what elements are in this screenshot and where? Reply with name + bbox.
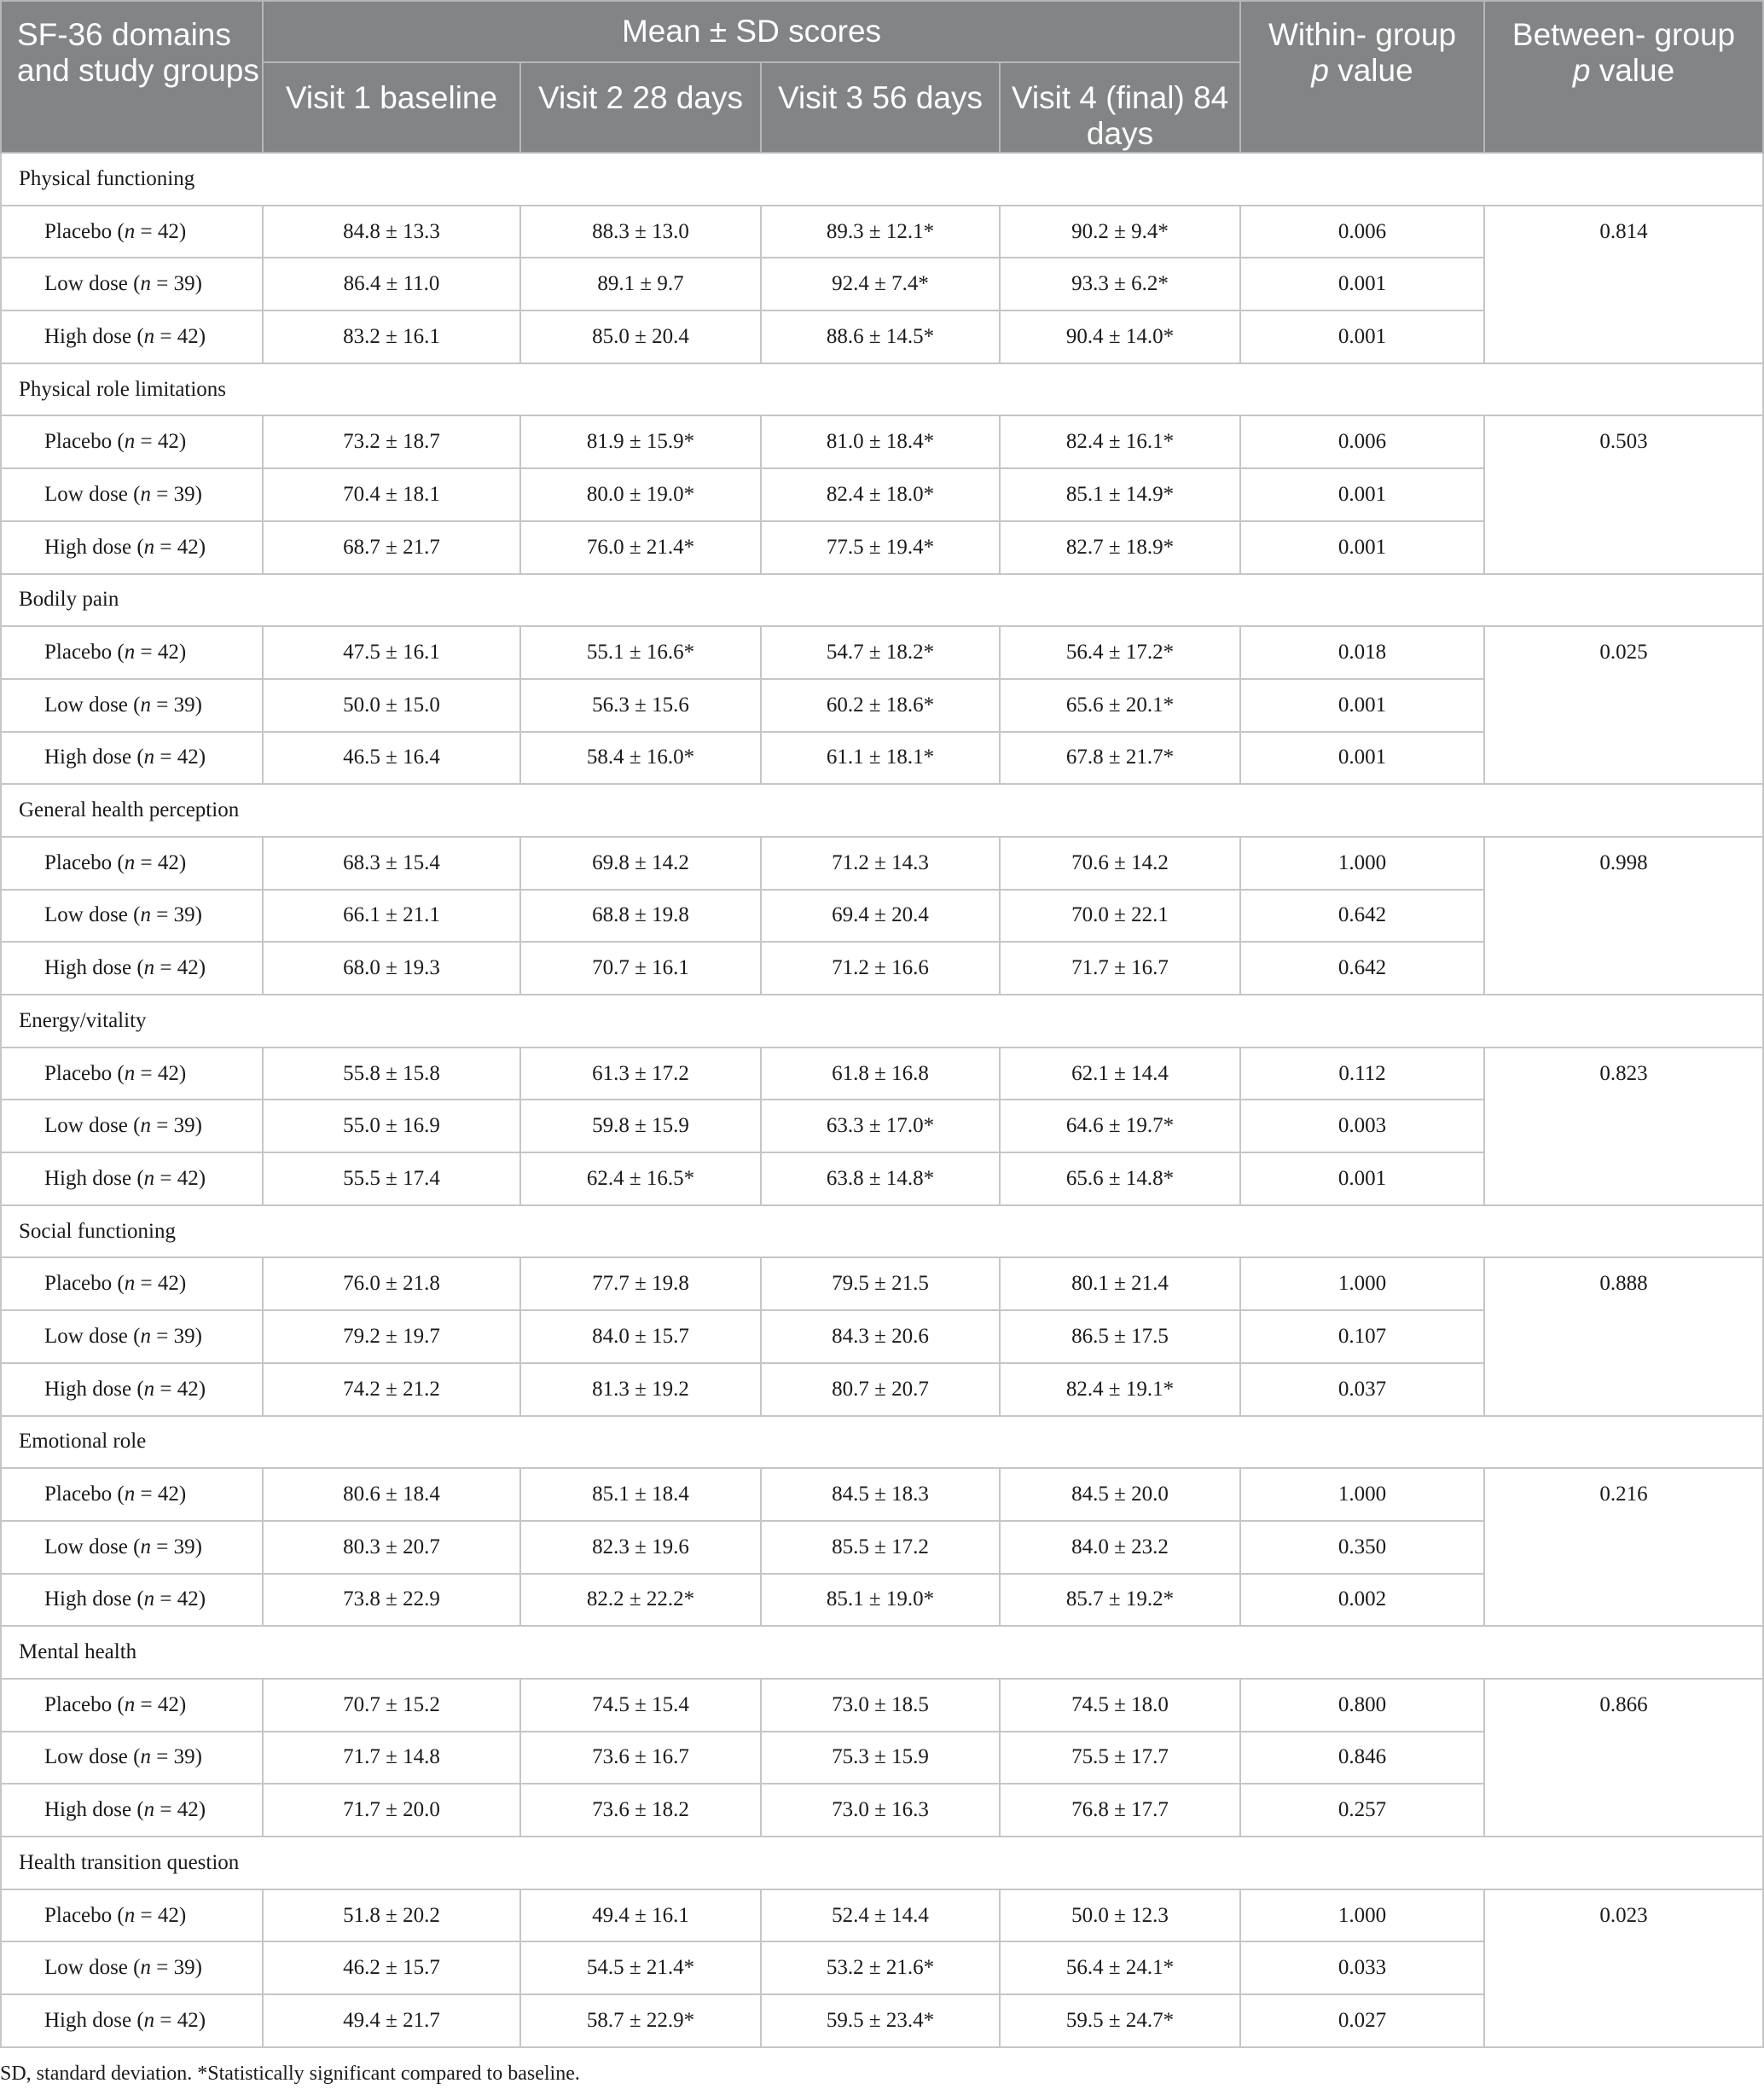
p-letter: p (1572, 53, 1591, 88)
within-group-p-value: 0.002 (1240, 1574, 1484, 1627)
group-name: High dose (44, 746, 132, 769)
visit-2-value: 69.8 ± 14.2 (520, 837, 761, 890)
domain-header-row (1, 363, 1763, 416)
n-symbol: n (140, 272, 151, 296)
group-name: High dose (44, 535, 132, 559)
n-symbol: n (143, 1377, 155, 1401)
n-symbol: n (140, 903, 151, 927)
visit-4-value: 93.3 ± 6.2* (1000, 258, 1240, 310)
visit-2-value: 55.1 ± 16.6* (520, 626, 761, 679)
table-row (1, 1468, 1763, 1521)
group-n: 39 (173, 1745, 195, 1769)
header-visit-2: Visit 2 28 days (520, 62, 761, 153)
group-name: High dose (44, 956, 132, 980)
group-label: High dose (n = 42) (1, 521, 263, 574)
within-group-p-value: 0.350 (1240, 1521, 1484, 1574)
visit-1-value: 74.2 ± 21.2 (263, 1363, 520, 1416)
group-name: Low dose (44, 1114, 128, 1138)
n-symbol: n (124, 1483, 136, 1506)
visit-4-value: 50.0 ± 12.3 (1000, 1889, 1240, 1942)
group-name: Low dose (44, 482, 128, 506)
visit-1-value: 51.8 ± 20.2 (263, 1889, 520, 1942)
visit-2-value: 80.0 ± 19.0* (520, 468, 761, 521)
visit-2-value: 82.2 ± 22.2* (520, 1574, 761, 1627)
visit-3-value: 75.3 ± 15.9 (761, 1732, 1000, 1785)
within-group-label: Within- group (1268, 17, 1457, 52)
visit-1-value: 80.3 ± 20.7 (263, 1521, 520, 1574)
group-name: High dose (44, 2008, 132, 2032)
group-name: Placebo (44, 1061, 113, 1085)
within-group-p-value: 0.001 (1240, 468, 1484, 521)
group-label: Low dose (n = 39) (1, 679, 263, 732)
table-row (1, 206, 1763, 258)
within-group-p-value: 0.846 (1240, 1732, 1484, 1785)
n-symbol: n (124, 850, 136, 874)
n-symbol: n (143, 956, 155, 980)
n-symbol: n (140, 1535, 151, 1558)
visit-4-value: 71.7 ± 16.7 (1000, 942, 1240, 995)
visit-2-value: 74.5 ± 15.4 (520, 1679, 761, 1732)
group-name: Placebo (44, 1692, 113, 1716)
visit-1-value: 46.5 ± 16.4 (263, 732, 520, 785)
domain-name: Physical functioning (1, 153, 1763, 206)
group-label: Low dose (n = 39) (1, 1100, 263, 1152)
table-footnote: SD, standard deviation. *Statistically significant compared to baseline. (0, 2063, 580, 2085)
domain-name: Physical role limitations (1, 363, 1763, 416)
group-n: 39 (173, 693, 195, 717)
domain-name: General health perception (1, 784, 1763, 837)
within-group-p-value: 0.001 (1240, 258, 1484, 310)
group-n: 39 (173, 272, 195, 296)
visit-1-value: 76.0 ± 21.8 (263, 1257, 520, 1310)
group-label: High dose (n = 42) (1, 1994, 263, 2047)
group-label: Placebo (n = 42) (1, 1048, 263, 1100)
within-group-p-value: 0.001 (1240, 1152, 1484, 1205)
table-row (1, 1257, 1763, 1310)
within-group-p-value: 0.037 (1240, 1363, 1484, 1416)
visit-2-value: 61.3 ± 17.2 (520, 1048, 761, 1100)
visit-3-value: 92.4 ± 7.4* (761, 258, 1000, 310)
n-symbol: n (140, 1324, 151, 1348)
group-n: 42 (177, 1587, 199, 1611)
visit-1-value: 80.6 ± 18.4 (263, 1468, 520, 1521)
table-row (1, 626, 1763, 679)
domain-header-row (1, 1837, 1763, 1889)
visit-4-value: 82.4 ± 19.1* (1000, 1363, 1240, 1416)
n-symbol: n (124, 1903, 136, 1927)
group-n: 42 (177, 535, 199, 559)
group-n: 42 (157, 1061, 179, 1085)
domain-name: Bodily pain (1, 574, 1763, 627)
between-group-p-value: 0.503 (1484, 415, 1763, 573)
visit-3-value: 84.5 ± 18.3 (761, 1468, 1000, 1521)
visit-4-value: 84.0 ± 23.2 (1000, 1521, 1240, 1574)
visit-4-value: 64.6 ± 19.7* (1000, 1100, 1240, 1152)
within-group-p-value: 0.006 (1240, 206, 1484, 258)
header-within-group-p (1240, 1, 1484, 153)
group-n: 42 (157, 430, 179, 454)
n-symbol: n (143, 1798, 155, 1822)
visit-3-value: 85.1 ± 19.0* (761, 1574, 1000, 1627)
within-group-p-value: 0.001 (1240, 310, 1484, 363)
group-n: 42 (177, 324, 199, 348)
group-name: Placebo (44, 430, 113, 454)
group-name: Low dose (44, 1745, 128, 1769)
group-label: High dose (n = 42) (1, 310, 263, 363)
visit-4-value: 82.4 ± 16.1* (1000, 415, 1240, 468)
visit-4-value: 74.5 ± 18.0 (1000, 1679, 1240, 1732)
group-label: Placebo (n = 42) (1, 837, 263, 890)
visit-1-value: 55.5 ± 17.4 (263, 1152, 520, 1205)
visit-1-value: 50.0 ± 15.0 (263, 679, 520, 732)
n-symbol: n (143, 324, 155, 348)
visit-4-value: 85.1 ± 14.9* (1000, 468, 1240, 521)
visit-1-value: 68.3 ± 15.4 (263, 837, 520, 890)
visit-1-value: 73.2 ± 18.7 (263, 415, 520, 468)
p-letter: p (1311, 53, 1329, 88)
group-n: 42 (177, 956, 199, 980)
table-header (1, 1, 1763, 153)
within-group-p-value: 1.000 (1240, 1889, 1484, 1942)
domain-header-row (1, 995, 1763, 1048)
group-name: Placebo (44, 219, 113, 243)
table-row (1, 837, 1763, 890)
visit-1-value: 86.4 ± 11.0 (263, 258, 520, 310)
within-group-p-value: 1.000 (1240, 1257, 1484, 1310)
visit-4-value: 85.7 ± 19.2* (1000, 1574, 1240, 1627)
within-group-p-value: 0.107 (1240, 1310, 1484, 1363)
n-symbol: n (140, 1114, 151, 1138)
n-symbol: n (124, 219, 136, 243)
within-group-p-value: 0.642 (1240, 890, 1484, 943)
visit-1-value: 68.7 ± 21.7 (263, 521, 520, 574)
visit-2-value: 76.0 ± 21.4* (520, 521, 761, 574)
visit-4-value: 62.1 ± 14.4 (1000, 1048, 1240, 1100)
visit-1-value: 79.2 ± 19.7 (263, 1310, 520, 1363)
table-row (1, 1048, 1763, 1100)
group-name: Low dose (44, 903, 128, 927)
visit-4-value: 59.5 ± 24.7* (1000, 1994, 1240, 2047)
group-name: Low dose (44, 272, 128, 296)
group-label: Low dose (n = 39) (1, 468, 263, 521)
group-label: Low dose (n = 39) (1, 258, 263, 310)
n-symbol: n (143, 746, 155, 769)
group-label: Low dose (n = 39) (1, 1310, 263, 1363)
group-n: 39 (173, 1535, 195, 1558)
visit-3-value: 85.5 ± 17.2 (761, 1521, 1000, 1574)
group-name: Placebo (44, 1483, 113, 1506)
visit-3-value: 63.3 ± 17.0* (761, 1100, 1000, 1152)
visit-1-value: 49.4 ± 21.7 (263, 1994, 520, 2047)
group-label: Placebo (n = 42) (1, 626, 263, 679)
visit-3-value: 52.4 ± 14.4 (761, 1889, 1000, 1942)
header-visit-3: Visit 3 56 days (761, 62, 1000, 153)
n-symbol: n (143, 535, 155, 559)
visit-4-value: 90.2 ± 9.4* (1000, 206, 1240, 258)
group-name: Placebo (44, 1272, 113, 1296)
visit-1-value: 84.8 ± 13.3 (263, 206, 520, 258)
group-n: 39 (173, 1114, 195, 1138)
n-symbol: n (143, 1587, 155, 1611)
visit-2-value: 68.8 ± 19.8 (520, 890, 761, 943)
group-label: Low dose (n = 39) (1, 890, 263, 943)
visit-4-value: 76.8 ± 17.7 (1000, 1784, 1240, 1837)
visit-2-value: 56.3 ± 15.6 (520, 679, 761, 732)
n-symbol: n (140, 1956, 151, 1980)
between-group-p-value: 0.998 (1484, 837, 1763, 995)
domain-header-row (1, 784, 1763, 837)
group-name: Low dose (44, 1956, 128, 1980)
visit-1-value: 46.2 ± 15.7 (263, 1941, 520, 1994)
between-group-p-value: 0.814 (1484, 206, 1763, 363)
visit-2-value: 73.6 ± 18.2 (520, 1784, 761, 1837)
visit-2-value: 62.4 ± 16.5* (520, 1152, 761, 1205)
visit-3-value: 89.3 ± 12.1* (761, 206, 1000, 258)
within-group-p-value: 0.027 (1240, 1994, 1484, 2047)
visit-3-value: 73.0 ± 16.3 (761, 1784, 1000, 1837)
between-group-p-value: 0.888 (1484, 1257, 1763, 1415)
within-group-p-value: 0.003 (1240, 1100, 1484, 1152)
visit-4-value: 90.4 ± 14.0* (1000, 310, 1240, 363)
group-n: 42 (157, 641, 179, 664)
group-label: High dose (n = 42) (1, 732, 263, 785)
visit-3-value: 60.2 ± 18.6* (761, 679, 1000, 732)
group-name: High dose (44, 1798, 132, 1822)
visit-3-value: 77.5 ± 19.4* (761, 521, 1000, 574)
group-label: Low dose (n = 39) (1, 1732, 263, 1785)
visit-2-value: 73.6 ± 16.7 (520, 1732, 761, 1785)
group-label: Placebo (n = 42) (1, 415, 263, 468)
visit-2-value: 77.7 ± 19.8 (520, 1257, 761, 1310)
domain-name: Social functioning (1, 1205, 1763, 1258)
group-name: Low dose (44, 693, 128, 717)
visit-1-value: 66.1 ± 21.1 (263, 890, 520, 943)
group-label: Placebo (n = 42) (1, 206, 263, 258)
domain-name: Mental health (1, 1626, 1763, 1679)
visit-3-value: 71.2 ± 16.6 (761, 942, 1000, 995)
visit-3-value: 84.3 ± 20.6 (761, 1310, 1000, 1363)
within-group-p-value: 0.112 (1240, 1048, 1484, 1100)
within-group-p-value: 0.642 (1240, 942, 1484, 995)
group-label: High dose (n = 42) (1, 1152, 263, 1205)
visit-4-value: 65.6 ± 14.8* (1000, 1152, 1240, 1205)
group-label: Low dose (n = 39) (1, 1941, 263, 1994)
visit-3-value: 73.0 ± 18.5 (761, 1679, 1000, 1732)
n-symbol: n (124, 1272, 136, 1296)
n-symbol: n (143, 2008, 155, 2032)
visit-4-value: 65.6 ± 20.1* (1000, 679, 1240, 732)
within-group-p-value: 1.000 (1240, 1468, 1484, 1521)
visit-3-value: 53.2 ± 21.6* (761, 1941, 1000, 1994)
header-visit-1: Visit 1 baseline (263, 62, 520, 153)
between-group-p-value: 0.025 (1484, 626, 1763, 784)
group-n: 42 (157, 219, 179, 243)
visit-4-value: 56.4 ± 24.1* (1000, 1941, 1240, 1994)
within-group-p-value: 0.018 (1240, 626, 1484, 679)
visit-4-value: 84.5 ± 20.0 (1000, 1468, 1240, 1521)
within-group-p-value: 0.001 (1240, 732, 1484, 785)
n-symbol: n (140, 1745, 151, 1769)
group-n: 42 (177, 1166, 199, 1190)
visit-3-value: 63.8 ± 14.8* (761, 1152, 1000, 1205)
group-name: Placebo (44, 641, 113, 664)
header-visit-4: Visit 4 (final) 84 days (1000, 62, 1240, 153)
n-symbol: n (140, 693, 151, 717)
visit-2-value: 81.3 ± 19.2 (520, 1363, 761, 1416)
domain-name: Energy/vitality (1, 995, 1763, 1048)
group-n: 42 (157, 1903, 179, 1927)
within-group-p-value: 1.000 (1240, 837, 1484, 890)
group-name: High dose (44, 1377, 132, 1401)
visit-2-value: 59.8 ± 15.9 (520, 1100, 761, 1152)
within-group-p-value: 0.033 (1240, 1941, 1484, 1994)
group-n: 42 (157, 850, 179, 874)
domain-header-row (1, 1416, 1763, 1469)
p-value-suffix: value (1328, 53, 1413, 88)
group-label: High dose (n = 42) (1, 1784, 263, 1837)
between-group-p-value: 0.866 (1484, 1679, 1763, 1837)
group-n: 42 (157, 1272, 179, 1296)
visit-4-value: 86.5 ± 17.5 (1000, 1310, 1240, 1363)
within-group-p-value: 0.001 (1240, 521, 1484, 574)
within-group-p-value: 0.800 (1240, 1679, 1484, 1732)
visit-3-value: 54.7 ± 18.2* (761, 626, 1000, 679)
n-symbol: n (124, 430, 136, 454)
table-body (1, 153, 1763, 2047)
header-domains-column: SF-36 domains and study groups (1, 1, 263, 153)
domain-header-row (1, 153, 1763, 206)
visit-2-value: 81.9 ± 15.9* (520, 415, 761, 468)
visit-4-value: 70.6 ± 14.2 (1000, 837, 1240, 890)
group-n: 39 (173, 903, 195, 927)
visit-1-value: 47.5 ± 16.1 (263, 626, 520, 679)
visit-4-value: 56.4 ± 17.2* (1000, 626, 1240, 679)
visit-3-value: 69.4 ± 20.4 (761, 890, 1000, 943)
domain-name: Health transition question (1, 1837, 1763, 1889)
group-label: High dose (n = 42) (1, 942, 263, 995)
group-n: 39 (173, 482, 195, 506)
visit-3-value: 71.2 ± 14.3 (761, 837, 1000, 890)
visit-4-value: 70.0 ± 22.1 (1000, 890, 1240, 943)
group-n: 42 (157, 1692, 179, 1716)
visit-2-value: 82.3 ± 19.6 (520, 1521, 761, 1574)
visit-1-value: 71.7 ± 20.0 (263, 1784, 520, 1837)
visit-3-value: 61.1 ± 18.1* (761, 732, 1000, 785)
visit-2-value: 49.4 ± 16.1 (520, 1889, 761, 1942)
header-between-group-p (1484, 1, 1763, 153)
group-label: Placebo (n = 42) (1, 1679, 263, 1732)
group-name: Placebo (44, 1903, 113, 1927)
group-label: Placebo (n = 42) (1, 1889, 263, 1942)
visit-2-value: 54.5 ± 21.4* (520, 1941, 761, 1994)
visit-3-value: 82.4 ± 18.0* (761, 468, 1000, 521)
group-n: 42 (177, 1377, 199, 1401)
domain-header-row (1, 1626, 1763, 1679)
visit-3-value: 61.8 ± 16.8 (761, 1048, 1000, 1100)
visit-3-value: 81.0 ± 18.4* (761, 415, 1000, 468)
group-name: Low dose (44, 1535, 128, 1558)
visit-3-value: 79.5 ± 21.5 (761, 1257, 1000, 1310)
group-label: High dose (n = 42) (1, 1363, 263, 1416)
domain-header-row (1, 1205, 1763, 1258)
visit-2-value: 84.0 ± 15.7 (520, 1310, 761, 1363)
group-name: Placebo (44, 850, 113, 874)
group-label: Placebo (n = 42) (1, 1468, 263, 1521)
header-mean-sd-scores: Mean ± SD scores (263, 1, 1240, 62)
between-group-label: Between- group (1512, 17, 1736, 52)
group-label: High dose (n = 42) (1, 1574, 263, 1627)
between-group-p-value: 0.023 (1484, 1889, 1763, 2047)
group-name: High dose (44, 1587, 132, 1611)
visit-3-value: 80.7 ± 20.7 (761, 1363, 1000, 1416)
group-name: High dose (44, 1166, 132, 1190)
table-row (1, 415, 1763, 468)
visit-2-value: 89.1 ± 9.7 (520, 258, 761, 310)
group-n: 42 (177, 2008, 199, 2032)
group-name: Low dose (44, 1324, 128, 1348)
n-symbol: n (143, 1166, 155, 1190)
visit-2-value: 88.3 ± 13.0 (520, 206, 761, 258)
visit-4-value: 82.7 ± 18.9* (1000, 521, 1240, 574)
visit-2-value: 70.7 ± 16.1 (520, 942, 761, 995)
group-label: Low dose (n = 39) (1, 1521, 263, 1574)
visit-1-value: 83.2 ± 16.1 (263, 310, 520, 363)
visit-1-value: 55.8 ± 15.8 (263, 1048, 520, 1100)
group-n: 42 (177, 746, 199, 769)
visit-2-value: 58.4 ± 16.0* (520, 732, 761, 785)
n-symbol: n (124, 1061, 136, 1085)
p-value-suffix: value (1590, 53, 1675, 88)
visit-4-value: 80.1 ± 21.4 (1000, 1257, 1240, 1310)
visit-1-value: 71.7 ± 14.8 (263, 1732, 520, 1785)
between-group-p-value: 0.216 (1484, 1468, 1763, 1626)
visit-3-value: 59.5 ± 23.4* (761, 1994, 1000, 2047)
between-group-p-value: 0.823 (1484, 1048, 1763, 1205)
visit-4-value: 67.8 ± 21.7* (1000, 732, 1240, 785)
n-symbol: n (140, 482, 151, 506)
within-group-p-value: 0.257 (1240, 1784, 1484, 1837)
table-row (1, 1679, 1763, 1732)
visit-2-value: 85.1 ± 18.4 (520, 1468, 761, 1521)
domain-header-row (1, 574, 1763, 627)
n-symbol: n (124, 1692, 136, 1716)
group-n: 39 (173, 1324, 195, 1348)
visit-3-value: 88.6 ± 14.5* (761, 310, 1000, 363)
visit-2-value: 85.0 ± 20.4 (520, 310, 761, 363)
visit-1-value: 68.0 ± 19.3 (263, 942, 520, 995)
group-n: 42 (177, 1798, 199, 1822)
visit-1-value: 70.4 ± 18.1 (263, 468, 520, 521)
visit-2-value: 58.7 ± 22.9* (520, 1994, 761, 2047)
within-group-p-value: 0.001 (1240, 679, 1484, 732)
visit-1-value: 73.8 ± 22.9 (263, 1574, 520, 1627)
n-symbol: n (124, 641, 136, 664)
domain-name: Emotional role (1, 1416, 1763, 1469)
table-row (1, 1889, 1763, 1942)
within-group-p-value: 0.006 (1240, 415, 1484, 468)
group-n: 39 (173, 1956, 195, 1980)
group-name: High dose (44, 324, 132, 348)
visit-4-value: 75.5 ± 17.7 (1000, 1732, 1240, 1785)
group-label: Placebo (n = 42) (1, 1257, 263, 1310)
group-n: 42 (157, 1483, 179, 1506)
visit-1-value: 70.7 ± 15.2 (263, 1679, 520, 1732)
visit-1-value: 55.0 ± 16.9 (263, 1100, 520, 1152)
